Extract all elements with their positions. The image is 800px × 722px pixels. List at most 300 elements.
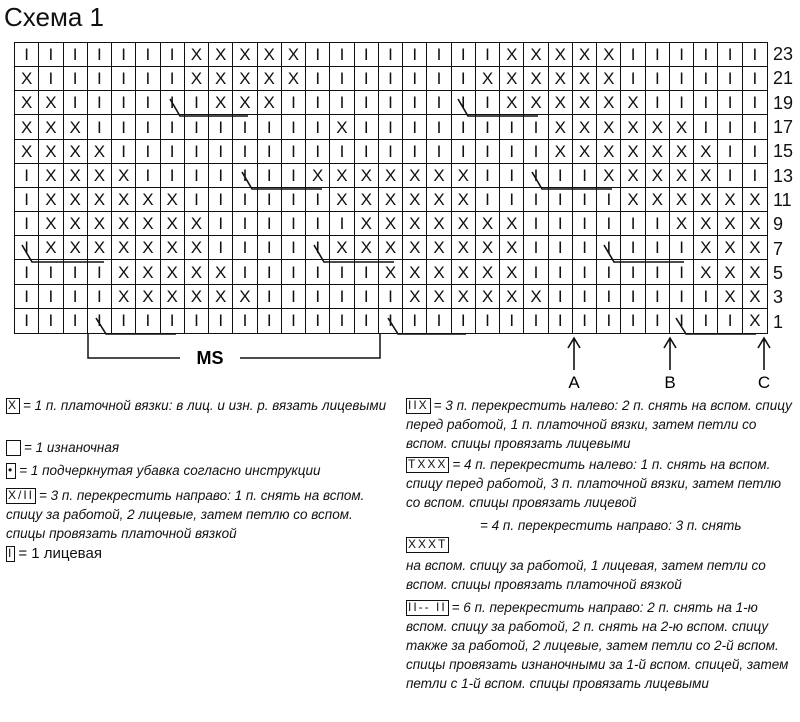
garter-stitch-cell: X <box>743 236 767 260</box>
knit-stitch-cell: I <box>549 188 573 212</box>
garter-stitch-cell: X <box>403 188 427 212</box>
knit-stitch-cell: I <box>233 236 257 260</box>
knit-stitch-cell: I <box>15 236 39 260</box>
knit-stitch-cell: I <box>452 115 476 139</box>
legend-iznanochnaya-text: = 1 изнаночная <box>24 440 120 455</box>
garter-stitch-cell: X <box>258 67 282 91</box>
knit-stitch-cell: I <box>161 309 185 333</box>
knit-stitch-cell: I <box>330 67 354 91</box>
garter-stitch-cell: X <box>694 188 718 212</box>
garter-stitch-cell: X <box>427 164 451 188</box>
garter-stitch-cell: X <box>355 212 379 236</box>
knit-stitch-cell: I <box>646 260 670 284</box>
garter-stitch-cell: X <box>646 115 670 139</box>
garter-stitch-cell: X <box>749 311 761 331</box>
garter-stitch-cell: X <box>39 91 63 115</box>
knit-stitch-cell: I <box>718 67 742 91</box>
garter-stitch-cell: X <box>718 212 742 236</box>
knit-stitch-cell: I <box>15 285 39 309</box>
knit-stitch-cell: I <box>621 260 645 284</box>
garter-stitch-cell: X <box>355 164 379 188</box>
knit-stitch-cell: I <box>427 91 451 115</box>
knit-stitch-cell: I <box>743 164 767 188</box>
knit-stitch-cell: I <box>136 140 160 164</box>
knit-stitch-cell: I <box>306 260 330 284</box>
platochnaya-symbol-icon: X <box>8 398 19 413</box>
knit-stitch-cell: I <box>476 91 500 115</box>
knit-stitch-cell: I <box>621 285 645 309</box>
garter-stitch-cell: X <box>670 188 694 212</box>
knit-stitch-cell: I <box>306 43 330 67</box>
knit-stitch-cell: I <box>15 43 39 67</box>
garter-stitch-cell: X <box>646 164 670 188</box>
knit-stitch-cell: I <box>621 309 645 333</box>
knit-stitch-cell: I <box>597 236 621 260</box>
knit-stitch-cell: I <box>64 309 88 333</box>
knit-stitch-cell: I <box>476 115 500 139</box>
knit-stitch-cell: I <box>476 164 500 188</box>
knit-stitch-cell: I <box>694 67 718 91</box>
garter-stitch-cell: X <box>185 43 209 67</box>
garter-stitch-cell: X <box>88 140 112 164</box>
legend-cross-right3-text: = 3 п. перекрестить направо: 1 п. снять на вспом. спицу за работой, 2 лицевые, затем петлю со вспом. спицы провязать платочной вязкой <box>6 488 365 541</box>
knit-stitch-cell: I <box>549 164 573 188</box>
knit-stitch-cell: I <box>524 115 548 139</box>
garter-stitch-cell: X <box>573 140 597 164</box>
knit-stitch-cell: I <box>379 309 403 333</box>
garter-stitch-cell: X <box>500 285 524 309</box>
knit-stitch-cell: I <box>88 115 112 139</box>
knit-stitch-cell: I <box>452 140 476 164</box>
arrow-A <box>568 338 580 370</box>
knit-stitch-cell: I <box>136 309 160 333</box>
garter-stitch-cell: X <box>427 236 451 260</box>
knit-stitch-cell: I <box>39 309 63 333</box>
garter-stitch-cell: X <box>743 285 767 309</box>
garter-stitch-cell: X <box>427 285 451 309</box>
knit-stitch-cell: I <box>743 43 767 67</box>
knit-stitch-cell: I <box>136 91 160 115</box>
garter-stitch-cell: X <box>670 115 694 139</box>
knit-stitch-cell: I <box>330 285 354 309</box>
garter-stitch-cell: X <box>112 164 136 188</box>
knit-stitch-cell: I <box>743 67 767 91</box>
knit-stitch-cell: I <box>743 115 767 139</box>
knitting-chart-grid <box>14 42 768 334</box>
knit-stitch-cell: I <box>500 164 524 188</box>
knit-stitch-cell: I <box>694 285 718 309</box>
legend-cross-left3 <box>406 396 796 453</box>
garter-stitch-cell: X <box>258 91 282 115</box>
garter-stitch-cell: X <box>209 43 233 67</box>
garter-stitch-cell: X <box>379 236 403 260</box>
knit-stitch-cell: I <box>330 309 354 333</box>
garter-stitch-cell: X <box>209 91 233 115</box>
knit-stitch-cell: I <box>209 309 233 333</box>
knit-stitch-cell: I <box>670 67 694 91</box>
knit-stitch-cell: I <box>549 285 573 309</box>
marker-arrows <box>568 338 770 370</box>
knit-stitch-cell: I <box>573 212 597 236</box>
knit-stitch-cell: I <box>185 91 209 115</box>
legend-cross-right4-text-a: = 4 п. перекрестить направо: 3 п. снять <box>480 518 742 533</box>
garter-stitch-cell: X <box>209 285 233 309</box>
garter-stitch-cell: X <box>233 285 257 309</box>
knit-stitch-cell: I <box>718 164 742 188</box>
garter-stitch-cell: X <box>306 164 330 188</box>
garter-stitch-cell: X <box>476 285 500 309</box>
marker-C: C <box>757 373 771 392</box>
garter-stitch-cell: X <box>500 67 524 91</box>
knit-stitch-cell: I <box>282 285 306 309</box>
knit-stitch-cell: I <box>258 115 282 139</box>
knit-stitch-cell: I <box>355 309 379 333</box>
knit-stitch-cell: I <box>209 164 233 188</box>
row-number: 21 <box>773 68 794 89</box>
garter-stitch-cell: X <box>136 285 160 309</box>
knit-stitch-cell: I <box>15 188 39 212</box>
knit-stitch-cell: I <box>524 236 548 260</box>
knit-stitch-cell: I <box>403 115 427 139</box>
knit-stitch-cell: I <box>282 188 306 212</box>
garter-stitch-cell: X <box>403 260 427 284</box>
cross-left4-symbol-icon: TXXX <box>408 457 448 472</box>
legend-cross-right4-head <box>480 516 796 535</box>
knit-stitch-cell: I <box>452 91 476 115</box>
garter-stitch-cell: X <box>136 260 160 284</box>
garter-stitch-cell: X <box>233 67 257 91</box>
garter-stitch-cell: X <box>694 260 718 284</box>
knit-stitch-cell: I <box>621 67 645 91</box>
knit-stitch-cell: I <box>597 188 621 212</box>
garter-stitch-cell: X <box>452 164 476 188</box>
garter-stitch-cell: X <box>330 188 354 212</box>
garter-stitch-cell: X <box>452 188 476 212</box>
knit-stitch-cell: I <box>670 91 694 115</box>
garter-stitch-cell: X <box>500 236 524 260</box>
garter-stitch-cell: X <box>452 212 476 236</box>
knit-stitch-cell: I <box>403 140 427 164</box>
knit-stitch-cell: I <box>718 309 742 333</box>
garter-stitch-cell: X <box>112 188 136 212</box>
knit-stitch-cell: I <box>646 285 670 309</box>
garter-stitch-cell: X <box>427 188 451 212</box>
ms-bracket <box>88 334 380 358</box>
legend-cross-right3 <box>6 486 391 543</box>
knit-stitch-cell: I <box>209 140 233 164</box>
knit-stitch-cell: I <box>355 91 379 115</box>
knit-stitch-cell: I <box>306 309 330 333</box>
knit-stitch-cell: I <box>258 285 282 309</box>
garter-stitch-cell: X <box>379 260 403 284</box>
knit-stitch-cell: I <box>379 91 403 115</box>
knit-stitch-cell: I <box>427 309 451 333</box>
knit-stitch-cell: I <box>185 140 209 164</box>
row-number: 9 <box>773 214 784 235</box>
knit-stitch-cell: I <box>233 309 257 333</box>
knit-stitch-cell: I <box>209 115 233 139</box>
garter-stitch-cell: X <box>743 260 767 284</box>
knit-stitch-cell: I <box>549 236 573 260</box>
garter-stitch-cell: X <box>718 236 742 260</box>
garter-stitch-cell: X <box>112 260 136 284</box>
knit-stitch-cell: I <box>694 43 718 67</box>
garter-stitch-cell: X <box>88 188 112 212</box>
row-number: 23 <box>773 44 794 64</box>
knit-stitch-cell: I <box>330 43 354 67</box>
knit-stitch-cell: I <box>355 285 379 309</box>
knit-stitch-cell: I <box>64 91 88 115</box>
garter-stitch-cell: X <box>15 115 39 139</box>
garter-stitch-cell: X <box>670 164 694 188</box>
knit-stitch-cell: I <box>524 140 548 164</box>
knit-stitch-cell: I <box>64 43 88 67</box>
knit-stitch-cell: I <box>233 260 257 284</box>
knit-stitch-cell: I <box>39 285 63 309</box>
knit-stitch-cell: I <box>452 43 476 67</box>
knit-stitch-cell: I <box>233 115 257 139</box>
garter-stitch-cell: X <box>330 164 354 188</box>
knit-stitch-cell: I <box>209 212 233 236</box>
knit-stitch-cell: I <box>306 91 330 115</box>
knit-stitch-cell: I <box>718 91 742 115</box>
garter-stitch-cell: X <box>379 164 403 188</box>
garter-stitch-cell: X <box>524 285 548 309</box>
legend-ubavka-text: = 1 подчеркнутая убавка согласно инструкции <box>19 463 321 478</box>
garter-stitch-cell: X <box>476 212 500 236</box>
knit-stitch-cell: I <box>476 188 500 212</box>
garter-stitch-cell: X <box>524 67 548 91</box>
knit-stitch-cell: I <box>379 115 403 139</box>
marker-A: A <box>568 373 580 392</box>
knit-stitch-cell: I <box>524 212 548 236</box>
knit-stitch-cell: I <box>330 91 354 115</box>
knit-stitch-cell: I <box>258 188 282 212</box>
knit-stitch-cell: I <box>306 212 330 236</box>
garter-stitch-cell: X <box>573 115 597 139</box>
garter-stitch-cell: X <box>476 236 500 260</box>
garter-stitch-cell: X <box>549 91 573 115</box>
knit-stitch-cell: I <box>185 309 209 333</box>
garter-stitch-cell: X <box>476 67 500 91</box>
knit-stitch-cell: I <box>379 285 403 309</box>
knit-stitch-cell: I <box>573 236 597 260</box>
arrow-C <box>758 338 770 370</box>
knit-stitch-cell: I <box>549 309 573 333</box>
empty-cell-symbol-icon <box>6 440 21 456</box>
knit-stitch-cell: I <box>355 260 379 284</box>
garter-stitch-cell: X <box>88 236 112 260</box>
legend-cross-right6 <box>406 598 796 693</box>
garter-stitch-cell: X <box>39 188 63 212</box>
garter-stitch-cell: X <box>549 43 573 67</box>
knit-stitch-cell: I <box>233 140 257 164</box>
garter-stitch-cell: X <box>282 43 306 67</box>
knit-stitch-cell: I <box>646 91 670 115</box>
cross-right6-symbol-icon: II-- II <box>408 600 447 615</box>
knit-stitch-cell: I <box>646 236 670 260</box>
garter-stitch-cell: X <box>161 260 185 284</box>
knit-stitch-cell: I <box>524 164 548 188</box>
knit-stitch-cell: I <box>88 260 112 284</box>
knit-stitch-cell: I <box>88 285 112 309</box>
knit-stitch-cell: I <box>282 236 306 260</box>
garter-stitch-cell: X <box>15 140 39 164</box>
garter-stitch-cell: X <box>161 188 185 212</box>
garter-stitch-cell: X <box>64 212 88 236</box>
knit-stitch-cell: I <box>88 43 112 67</box>
garter-stitch-cell: X <box>112 285 136 309</box>
knit-stitch-cell: I <box>694 91 718 115</box>
knit-stitch-cell: I <box>670 236 694 260</box>
garter-stitch-cell: X <box>355 188 379 212</box>
garter-stitch-cell: X <box>64 140 88 164</box>
garter-stitch-cell: X <box>670 140 694 164</box>
garter-stitch-cell: X <box>112 236 136 260</box>
legend-cross-left4-text: = 4 п. перекрестить налево: 1 п. снять на вспом. спицу перед работой, 3 п. платочной вязки, затем петлю со вспом. спицы провязать лицевой <box>406 457 782 510</box>
knit-stitch-cell: I <box>500 188 524 212</box>
knit-stitch-cell: I <box>258 260 282 284</box>
knit-stitch-cell: I <box>549 260 573 284</box>
garter-stitch-cell: X <box>39 164 63 188</box>
legend-cross-left4 <box>406 455 796 512</box>
knit-stitch-cell: I <box>282 164 306 188</box>
row-number: 13 <box>773 165 794 186</box>
knit-stitch-cell: I <box>112 115 136 139</box>
knit-stitch-cell: I <box>112 140 136 164</box>
knit-stitch-cell: I <box>427 67 451 91</box>
knit-stitch-cell: I <box>185 188 209 212</box>
row-number: 17 <box>773 117 794 137</box>
knit-stitch-cell: I <box>161 43 185 67</box>
knit-stitch-cell: I <box>185 115 209 139</box>
garter-stitch-cell: X <box>597 43 621 67</box>
knit-stitch-cell: I <box>476 309 500 333</box>
legend-cross-right4-text-b: на вспом. спицу за работой, 1 лицевая, затем петли со вспом. спицы провязать платочной вязкой <box>406 558 766 592</box>
garter-stitch-cell: X <box>64 236 88 260</box>
garter-stitch-cell: X <box>549 67 573 91</box>
knit-stitch-cell: I <box>258 164 282 188</box>
knit-stitch-cell: I <box>258 212 282 236</box>
knit-stitch-cell: I <box>621 236 645 260</box>
garter-stitch-cell: X <box>233 43 257 67</box>
knit-stitch-cell: I <box>379 43 403 67</box>
garter-stitch-cell: X <box>209 260 233 284</box>
knit-stitch-cell: I <box>646 309 670 333</box>
garter-stitch-cell: X <box>185 212 209 236</box>
knit-stitch-cell: I <box>233 212 257 236</box>
knit-stitch-cell: I <box>161 67 185 91</box>
knit-stitch-cell: I <box>646 212 670 236</box>
knit-stitch-cell: I <box>597 309 621 333</box>
knit-stitch-cell: I <box>39 260 63 284</box>
garter-stitch-cell: X <box>524 43 548 67</box>
knit-stitch-cell: I <box>15 212 39 236</box>
garter-stitch-cell: X <box>39 236 63 260</box>
knit-stitch-cell: I <box>306 236 330 260</box>
knit-stitch-cell: I <box>524 188 548 212</box>
garter-stitch-cell: X <box>718 260 742 284</box>
garter-stitch-cell: X <box>64 164 88 188</box>
knit-stitch-cell: I <box>597 212 621 236</box>
garter-stitch-cell: X <box>573 91 597 115</box>
garter-stitch-cell: X <box>718 188 742 212</box>
knit-stitch-cell: I <box>258 236 282 260</box>
garter-stitch-cell: X <box>161 285 185 309</box>
knit-stitch-cell: I <box>403 67 427 91</box>
garter-stitch-cell: X <box>427 260 451 284</box>
legend-cross-right4-symbol <box>406 535 796 554</box>
knit-stitch-cell: I <box>282 212 306 236</box>
garter-stitch-cell: X <box>136 188 160 212</box>
garter-stitch-cell: X <box>330 115 354 139</box>
cross-left3-symbol-icon: IIX <box>408 398 429 413</box>
legend-licevaya <box>6 544 391 563</box>
garter-stitch-cell: X <box>621 115 645 139</box>
knit-stitch-cell: I <box>573 188 597 212</box>
garter-stitch-cell: X <box>427 212 451 236</box>
row-number: 7 <box>773 238 784 259</box>
row-number: 19 <box>773 92 794 113</box>
garter-stitch-cell: X <box>621 164 645 188</box>
knit-stitch-cell: I <box>670 43 694 67</box>
row-number: 15 <box>773 141 794 162</box>
garter-stitch-cell: X <box>39 140 63 164</box>
knit-stitch-cell: I <box>258 140 282 164</box>
garter-stitch-cell: X <box>39 115 63 139</box>
knit-stitch-cell: I <box>355 115 379 139</box>
garter-stitch-cell: X <box>452 236 476 260</box>
knit-stitch-cell: I <box>718 115 742 139</box>
garter-stitch-cell: X <box>15 91 39 115</box>
legend-cross-right4-body <box>406 556 796 594</box>
garter-stitch-cell: X <box>597 140 621 164</box>
knit-stitch-cell: I <box>282 115 306 139</box>
knit-stitch-cell: I <box>185 164 209 188</box>
knit-stitch-cell: I <box>524 309 548 333</box>
garter-stitch-cell: X <box>646 188 670 212</box>
garter-stitch-cell: X <box>718 285 742 309</box>
row-number: 5 <box>773 263 784 283</box>
knit-stitch-cell: I <box>209 188 233 212</box>
garter-stitch-cell: X <box>136 212 160 236</box>
knit-stitch-cell: I <box>112 91 136 115</box>
knit-stitch-cell: I <box>646 43 670 67</box>
knit-stitch-cell: I <box>330 212 354 236</box>
licevaya-symbol-icon: I <box>8 546 14 561</box>
knit-stitch-cell: I <box>330 140 354 164</box>
knit-stitch-cell: I <box>161 164 185 188</box>
garter-stitch-cell: X <box>621 140 645 164</box>
legend-ubavka <box>6 461 391 480</box>
garter-stitch-cell: X <box>694 236 718 260</box>
knit-stitch-cell: I <box>718 140 742 164</box>
knit-stitch-cell: I <box>161 140 185 164</box>
arrow-B <box>664 338 676 370</box>
garter-stitch-cell: X <box>112 212 136 236</box>
knit-stitch-cell: I <box>718 43 742 67</box>
knit-stitch-cell: I <box>743 91 767 115</box>
garter-stitch-cell: X <box>573 43 597 67</box>
legend-platochnaya-text: = 1 п. платочной вязки: в лиц. и изн. р. вязать лицевыми <box>23 398 387 413</box>
knit-stitch-cell: I <box>88 67 112 91</box>
garter-stitch-cell: X <box>161 236 185 260</box>
knit-stitch-cell: I <box>476 43 500 67</box>
knit-stitch-cell: I <box>112 43 136 67</box>
legend-iznanochnaya <box>6 438 391 457</box>
knit-stitch-cell: I <box>573 260 597 284</box>
knit-stitch-cell: I <box>233 164 257 188</box>
